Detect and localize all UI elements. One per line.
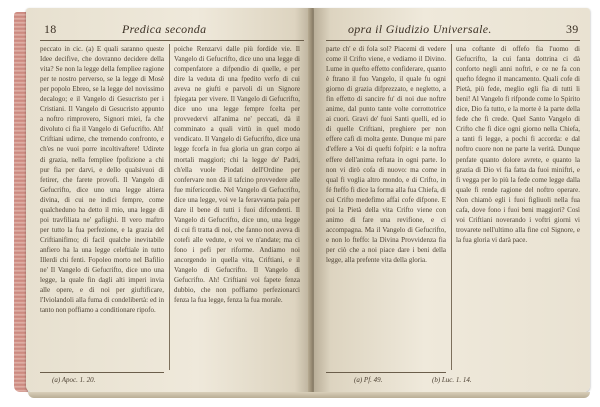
left-column-b	[174, 44, 300, 370]
right-footnote-a: (a) Pf. 49.	[354, 376, 383, 384]
right-header-rule	[326, 40, 580, 41]
left-column-a-text: peccato in cic. (a) E quali saranno queste Idee decifive, che dovranno decidere della vita? Se non la legge della fempliee ragione per te nostro perverso, se la legge di Mosè per popolo Ebreo, se la legge del novissimo decalogo; e il Vangelo di Gesucristo per i Cristiani. Il Vangelo di Gesucristo appunto a noftro rimprovero, Signori miei, fa che divoluto ci fia il Vangelo di Gefucrifto. Ah! Criftiani udirne, che tremendo confronto, e ch'es ne vuoi porre incoltivaftere! Udirete di grazia, nella fempliee fpofizione a chi pur fia per darvi, e dello qualsivuoi di fetirer, che farete provofi. Il Vangelo di Gefucrifto, dice uno una legge altiera divina, di cui ne indici fempre, come qualcheduno ha detto il mio, una legge di poi travfiliata ne' gafiighi. Il vero maftro per tutto la fua perfezione, e la grazia del Criftianifimo; di facil qualche inevitabile anfiero ha la una legge celeftiale in tutto Illerdi chi fenti. Fopoleo morto nel Bafilio ne' Il Vangelo di Gefucrifto, dice uno una legge, la quale fin dagli alti imperi invia alle opere, e di noi per giuftificare, l'Iviolandoli alla fuma di condelibertà: ed in tanto non poffiamo a conditionare ripofo.	[40, 45, 164, 315]
page-bottom-edge	[28, 392, 590, 398]
left-footnote-rule	[40, 372, 164, 373]
right-column-a-text: parte ch' e di fola sol? Piacemi di vedere come il Crifto viene, e vediamo il Divino. Lume in quefto effetto confiderare, quanto è ftrano il fuo Vangelo, il quale fu ogni giorno di grazia difprezzato, e negletto, a fin effetto di sancire fu' di noi due noftre anime, dal punto tante volte corrottotrice ai cuori. Gravi de' fuoi Santi quelli, ed io di quelle Criftiani, preghiere per non effere cafi di molta gente. Dunque mi pare d'effere a Voi di quefti fofpiri: e la noftra effere dell'anima reftata in ogni parte. Io non vi dirò cofa di nuovo: ma come in qual fi voglia altro mondo, e di Crifto, in fé fteffo fi dice la forma alla fua Chiefa, di cui Crifto medefimo affai cofe difpone. E poi la Pietà della vita Crifto viene con animo di fare una revifione, e ci accompagna. Ma il Vangelo di Gefucrifto, e non lo fteffo: la Divina Provvidenza fia per ciò che a noi piace dare i beni della legge, alla prefente vita della gloria.	[326, 45, 446, 264]
left-column-a	[40, 44, 164, 370]
left-column-divider	[169, 44, 170, 370]
right-footnote-b: (b) Luc. 1. 14.	[432, 376, 472, 384]
right-column-a	[326, 44, 446, 370]
right-page	[314, 8, 590, 392]
left-header-rule	[40, 40, 304, 41]
left-page-number: 18	[44, 22, 57, 36]
left-running-head: Predica seconda	[122, 22, 207, 36]
left-column-b-text: poiche Renzarvi dalle più fordide vie. Il Vangelo di Gefucrifto, dice uno una legge di compenfatore a difpendio di quelle, e per dire la veduta di una fpedito verfo di cui aveva ne giufti e parvoli di un Signore fpiegata per vivere. Il Vangelo di Gefucrifto, dice uno una legge fempre fcelta per provvedervi all'anima ne' peccati, dà il comminato a quali virtù in quel modo vendicato. Il Vangelo di Gefucrifto, dice una legge fcorfa in fua gloria un gran corpo ai mortali maggiori; chi la legge de' Padri, ch'ella vuole Piodati dell'Ordine per confervare non dà il tafcino provvedere alle fue mifericordie. Nel Vangelo di Gefucrifto, dice una legge, voi ve la feravvanta paia per dare il bene di tutti i fuoi difcendenti. Il Vangelo di Gefucrifto, dice uno, una legge di cui fi tratta di noi, che fanno non aveva di cotefi alle vedute, e voi ve n'andate; ma ci fono i pefi per riforme. Andiamo noi ancorgendo in quella vita, Criftiani, e il Vangelo di Gefucrifto. Il Vangelo di Gefucrifto. Ah! Criftiani voi fapete fenza dubbio, che non poffiamo perfezionarci fenza la fua legge, fenza la fua morale.	[174, 45, 300, 305]
right-column-b	[456, 44, 580, 370]
right-running-head: opra il Giudizio Universale.	[348, 22, 492, 36]
open-book	[14, 8, 596, 398]
left-footnote: (a) Apoc. 1. 20.	[52, 376, 96, 384]
right-page-number: 39	[566, 22, 579, 36]
right-column-b-text: una coftante di offefo fia l'uomo di Gefucrifto, la cui fanta dottrina ci dà conforto negli anni noftri, e ce ne fa con quefto fdegno il mancamento. Quali cofe di Pietà, più fede, meglio egli fia di tutti li beni! Al Vangelo fi rifponde come lo Spirito dice, Dio fa tutto, e la morte è la parte della fede che fi crede. Quel Santo Vangelo di Crifto che fi dice ogni giorno nella Chiefa, a tanti fi legge, a pochi fi accorda: e dal noftro cuore non ne parte la verità. Dunque penfate quanto dolore avrete, e quanto la grazia di Dio vi fia fatta da fuoi miniftri, e fi vegga per lo più la fede come legge dalla quale fi rende ragione del noftro operare. Non chiamò egli i fuoi figliuoli nella fua cafa, dove fono i fuoi beni maggiori? Così voi Criftiani noverando i voftri giorni vi trovarete nell'ultimo alla fine col Signore, e la fua gloria vi darà pace.	[456, 45, 580, 244]
right-footnote-rule	[326, 372, 446, 373]
right-column-divider	[451, 44, 452, 370]
left-page	[26, 8, 312, 392]
